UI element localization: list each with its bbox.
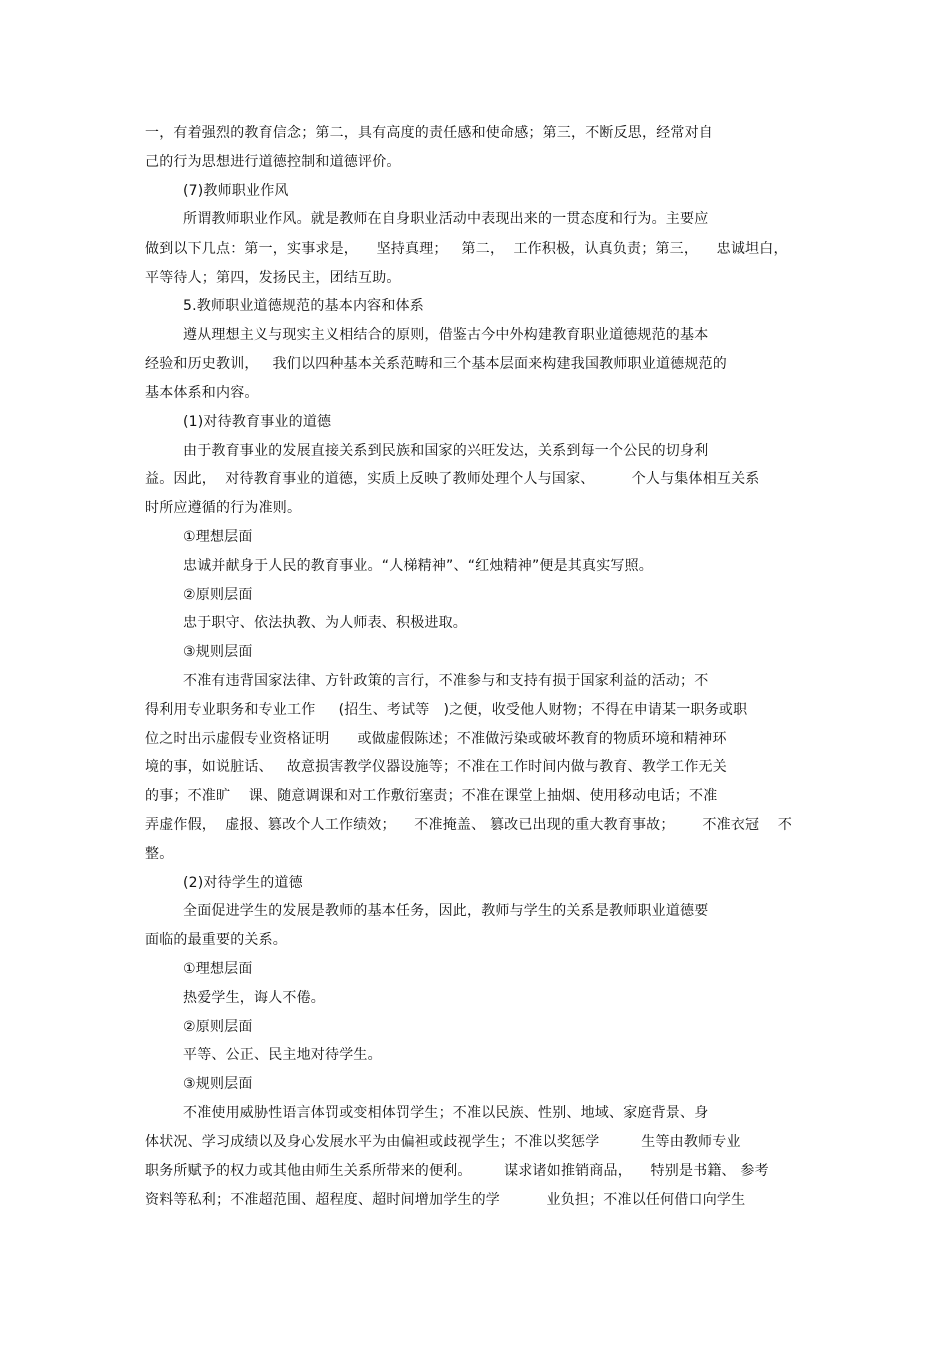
text-line: 平等、公正、民主地对待学生。	[183, 1047, 382, 1063]
text-line: 整。	[145, 846, 174, 862]
text-line: 做到以下几点：第一，实事求是， 坚持真理； 第二， 工作积极，认真负责；第三， 忠诚坦白，	[145, 241, 788, 257]
section-heading: 5.教师职业道德规范的基本内容和体系	[183, 298, 424, 314]
subsection-heading: ③规则层面	[183, 1076, 253, 1092]
text-line: 境的事，如说脏话、 故意损害教学仪器设施等；不准在工作时间内做与教育、教学工作无关	[145, 759, 727, 775]
text-line: 体状况、学习成绩以及身心发展水平为由偏袒或歧视学生；不准以奖惩学 生等由教师专业	[145, 1134, 741, 1150]
text-line: 不准有违背国家法律、方针政策的言行，不准参与和支持有损于国家利益的活动；不	[183, 673, 709, 689]
subsection-heading: ①理想层面	[183, 529, 253, 545]
text-line: 平等待人；第四，发扬民主，团结互助。	[145, 270, 401, 286]
text-line: 职务所赋予的权力或其他由师生关系所带来的便利。 谋求诸如推销商品， 特别是书籍、 参考	[145, 1163, 769, 1179]
text-line: 位之时出示虚假专业资格证明 或做虚假陈述；不准做污染或破坏教育的物质环境和精神环	[145, 731, 727, 747]
text-line: 经验和历史教训， 我们以四种基本关系范畴和三个基本层面来构建我国教师职业道德规范的	[145, 356, 727, 372]
text-line: 全面促进学生的发展是教师的基本任务，因此，教师与学生的关系是教师职业道德要	[183, 903, 709, 919]
text-line: 由于教育事业的发展直接关系到民族和国家的兴旺发达，关系到每一个公民的切身利	[183, 443, 709, 459]
text-line: 益。因此， 对待教育事业的道德，实质上反映了教师处理个人与国家、 个人与集体相互关系	[145, 471, 760, 487]
section-heading: (7)教师职业作风	[183, 183, 289, 199]
text-line: 时所应遵循的行为准则。	[145, 500, 302, 516]
subsection-heading: ①理想层面	[183, 961, 253, 977]
section-heading: (1)对待教育事业的道德	[183, 414, 332, 430]
text-line: 己的行为思想进行道德控制和道德评价。	[145, 154, 401, 170]
text-line: 遵从理想主义与现实主义相结合的原则，借鉴古今中外构建教育职业道德规范的基本	[183, 327, 709, 343]
text-line: 忠于职守、依法执教、为人师表、积极进取。	[183, 615, 467, 631]
text-line: 所谓教师职业作风。就是教师在自身职业活动中表现出来的一贯态度和行为。主要应	[183, 211, 709, 227]
subsection-heading: ②原则层面	[183, 1019, 253, 1035]
text-line: 的事；不准旷 课、随意调课和对工作敷衍塞责；不准在课堂上抽烟、使用移动电话；不准	[145, 788, 718, 804]
text-line: 一，有着强烈的教育信念；第二，具有高度的责任感和使命感；第三，不断反思，经常对自	[145, 125, 713, 141]
text-line: 得利用专业职务和专业工作 (招生、考试等 )之便，收受他人财物；不得在申请某一职务或职	[145, 702, 748, 718]
text-line: 热爱学生，诲人不倦。	[183, 990, 325, 1006]
subsection-heading: ②原则层面	[183, 587, 253, 603]
text-line: 资料等私利；不准超范围、超程度、超时间增加学生的学 业负担；不准以任何借口向学生	[145, 1192, 746, 1208]
text-line: 忠诚并献身于人民的教育事业。“人梯精神”、“红烛精神”便是其真实写照。	[183, 558, 654, 574]
text-line: 面临的最重要的关系。	[145, 932, 287, 948]
text-line: 基本体系和内容。	[145, 385, 259, 401]
subsection-heading: ③规则层面	[183, 644, 253, 660]
text-line: 不准使用威胁性语言体罚或变相体罚学生；不准以民族、性别、地域、家庭背景、身	[183, 1105, 709, 1121]
text-line: 弄虚作假， 虚报、篡改个人工作绩效； 不准掩盖、 篡改已出现的重大教育事故； 不准衣冠 不	[145, 817, 793, 833]
section-heading: (2)对待学生的道德	[183, 875, 303, 891]
